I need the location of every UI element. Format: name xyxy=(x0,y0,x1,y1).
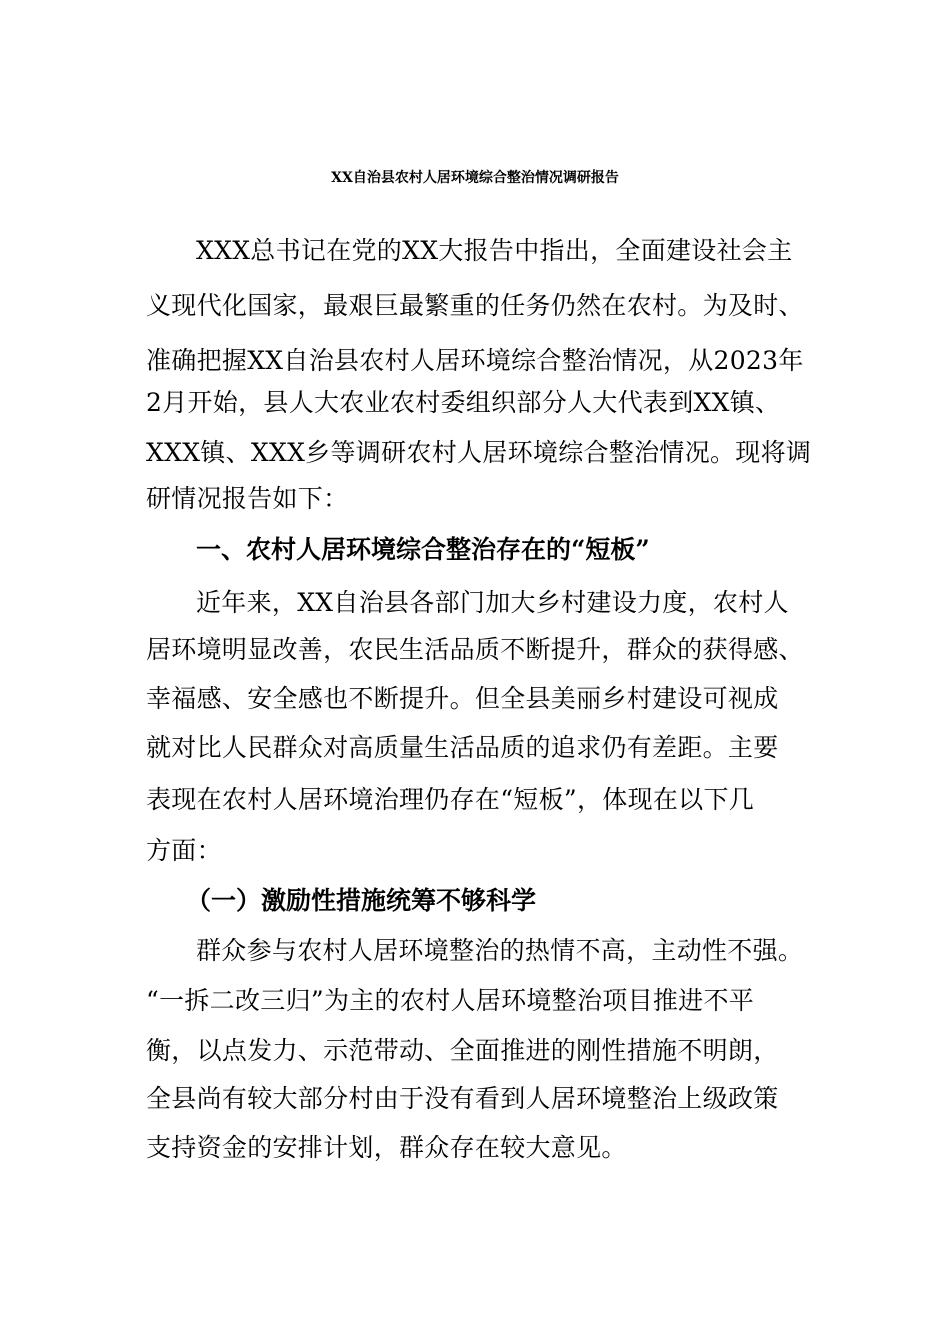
paragraph-line: XXX总书记在党的XX大报告中指出，全面建设社会主 xyxy=(196,236,793,265)
paragraph-line: 支持资金的安排计划，群众存在较大意见。 xyxy=(146,1133,627,1162)
paragraph-line: 表现在农村人居环境治理仍存在“短板”，体现在以下几 xyxy=(146,785,755,814)
document-title: XX自治县农村人居环境综合整治情况调研报告 xyxy=(331,170,619,186)
paragraph-line: XXX镇、XXX乡等调研农村人居环境综合整治情况。现将调 xyxy=(146,438,812,467)
paragraph-line: 准确把握XX自治县农村人居环境综合整治情况，从2023年 xyxy=(146,346,804,375)
paragraph-line: 衡，以点发力、示范带动、全面推进的刚性措施不明朗， xyxy=(146,1036,779,1065)
paragraph-line: 就对比人民群众对高质量生活品质的追求仍有差距。主要 xyxy=(146,733,779,762)
paragraph-line: 幸福感、安全感也不断提升。但全县美丽乡村建设可视成 xyxy=(146,684,779,713)
paragraph-line: 义现代化国家，最艰巨最繁重的任务仍然在农村。为及时、 xyxy=(146,291,804,320)
paragraph-line: 群众参与农村人居环境整治的热情不高，主动性不强。 xyxy=(196,936,804,965)
paragraph-line: 方面： xyxy=(146,836,222,865)
section-heading-1: 一、农村人居环境综合整治存在的“短板” xyxy=(196,535,650,564)
paragraph-line: 全县尚有较大部分村由于没有看到人居环境整治上级政策 xyxy=(146,1084,779,1113)
paragraph-line: 研情况报告如下： xyxy=(146,484,349,513)
paragraph-line: 居环境明显改善，农民生活品质不断提升，群众的获得感、 xyxy=(146,635,804,664)
section-heading-2: （一）激励性措施统筹不够科学 xyxy=(186,886,537,915)
paragraph-line: 2月开始，县人大农业农村委组织部分人大代表到XX镇、 xyxy=(146,388,781,417)
paragraph-line: 近年来，XX自治县各部门加大乡村建设力度，农村人 xyxy=(196,588,789,617)
paragraph-line: “一拆二改三归”为主的农村人居环境整治项目推进不平 xyxy=(146,986,755,1015)
